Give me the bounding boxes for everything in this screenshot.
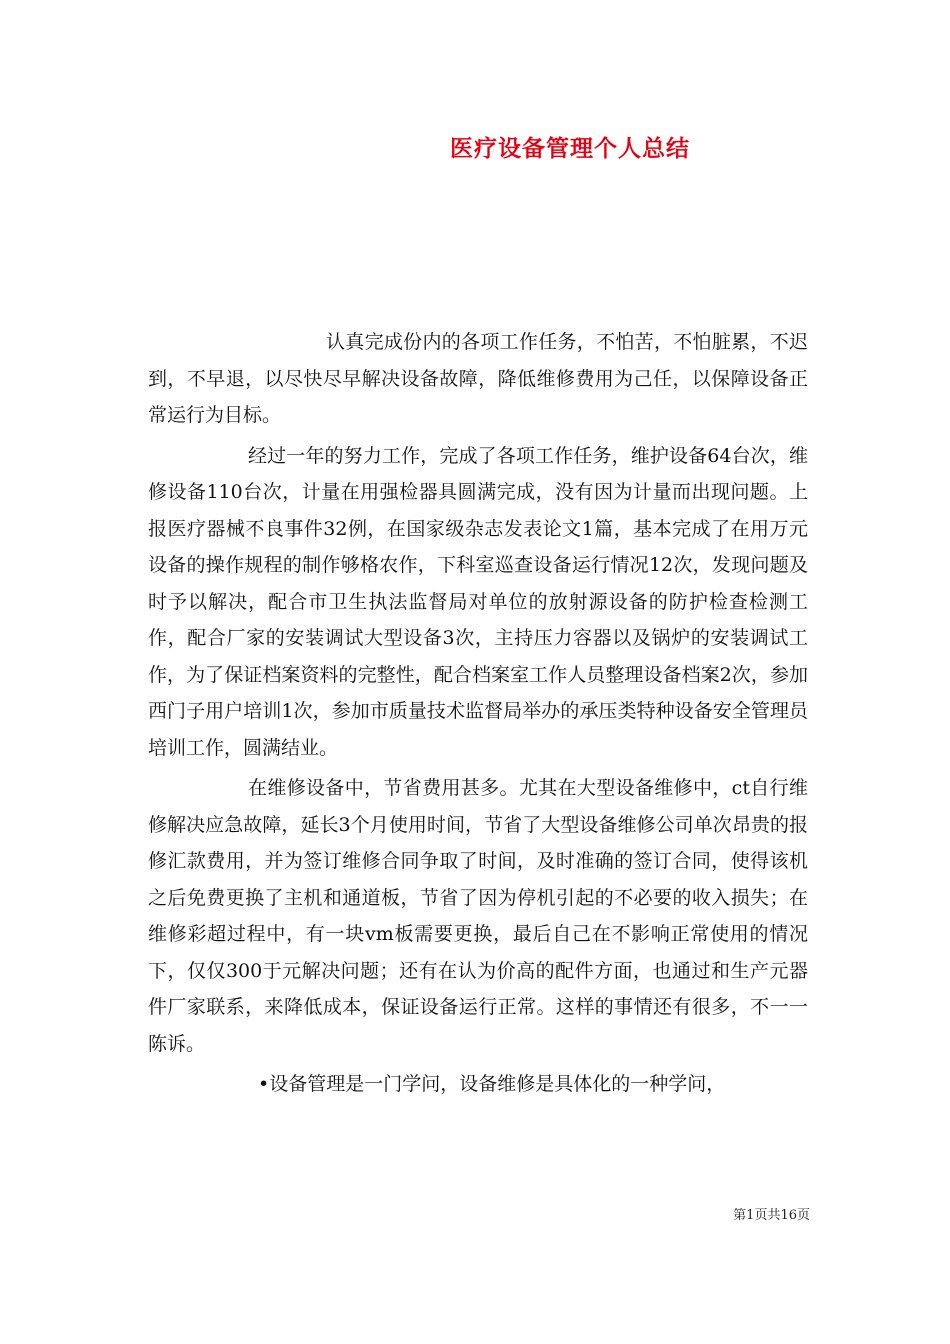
paragraph-4: •设备管理是一门学问，设备维修是具体化的一种学问， — [258, 1073, 726, 1095]
page-footer: 第1页共16页 — [733, 1208, 810, 1223]
document-body — [148, 324, 808, 1103]
paragraph-2: 经过一年的努力工作，完成了各项工作任务，维护设备64台次，维修设备110台次，计量在用强检器具圆满完成，没有因为计量而出现问题。上报医疗器械不良事件32例，在国家级杂志发表论文1篇，基本完成了在用万元设备的操作规程的制作够格农作，下科室巡查设备运行情况12次，发现问题及时予以解决，配合市卫生执法监督局对单位的放射源设备的防护检查检测工作，配合厂家的安装调试大型设备3次，主持压力容器以及锅炉的安装调试工作，为了保证档案资料的完整性，配合档案室工作人员整理设备档案2次，参加西门子用户培训1次，参加市质量技术监督局举办的承压类特种设备安全管理员培训工作，圆满结业。 — [148, 444, 808, 759]
paragraph-3: 在维修设备中，节省费用甚多。尤其在大型设备维修中，ct自行维修解决应急故障，延长3个月使用时间，节省了大型设备维修公司单次昂贵的报修汇款费用，并为签订维修合同争取了时间，及时准确的签订合同，使得该机之后免费更换了主机和通道板，节省了因为停机引起的不必要的收入损失；在维修彩超过程中，有一块vm板需要更换，最后自己在不影响正常使用的情况下，仅仅300于元解决问题；还有在认为价高的配件方面，也通过和生产元器件厂家联系，来降低成本，保证设备运行正常。这样的事情还有很多，不一一陈诉。 — [148, 777, 808, 1055]
paragraph-1: 认真完成份内的各项工作任务，不怕苦，不怕脏累，不迟到，不早退，以尽快尽早解决设备故障，降低维修费用为己任，以保障设备正常运行为目标。 — [148, 331, 808, 426]
document-title: 医疗设备管理个人总结 — [450, 135, 690, 162]
